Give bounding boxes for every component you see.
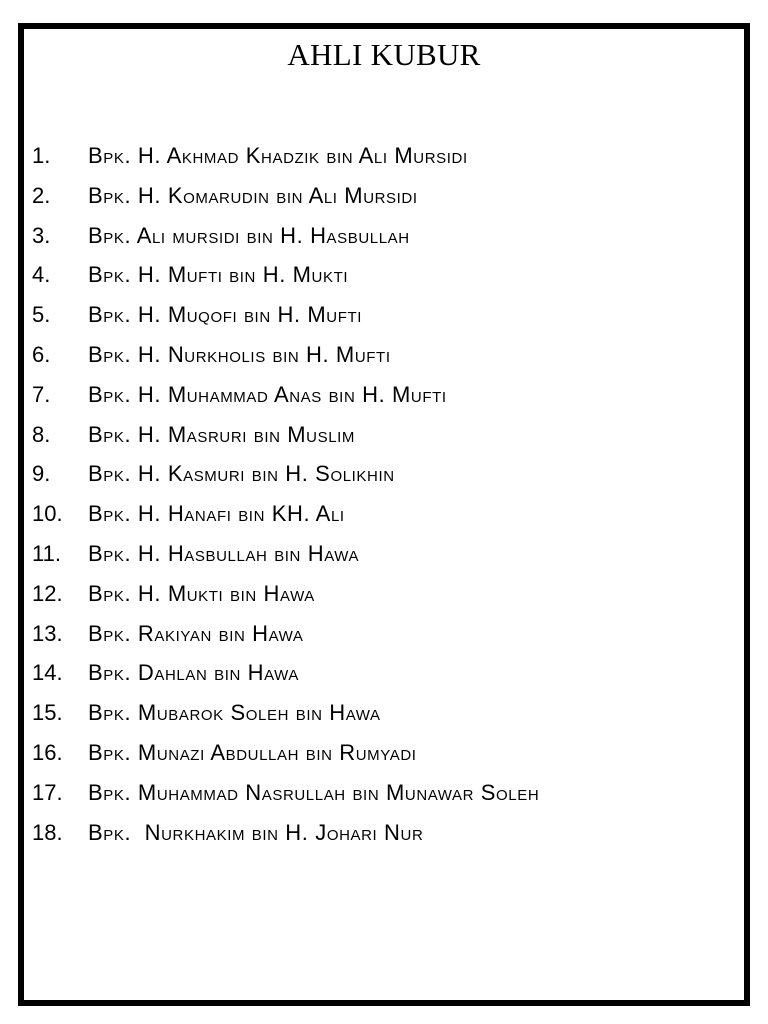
list-item-number: 1. (32, 143, 51, 168)
list-item (32, 740, 539, 780)
list-item (32, 223, 539, 263)
list-item-name: Bpk. Dahlan bin Hawa (88, 660, 299, 686)
list-item-name: Bpk. H. Komarudin bin Ali Mursidi (88, 182, 418, 208)
document-title: AHLI KUBUR (287, 37, 481, 72)
document-frame (18, 23, 750, 1006)
list-item-number: 4. (32, 262, 51, 288)
name-list (32, 143, 539, 859)
list-item-name: Bpk. Muhammad Nasrullah bin Munawar Soleh (88, 779, 540, 805)
list-item-number: 9. (32, 461, 51, 487)
list-item-number: 10. (32, 501, 63, 527)
list-item-number: 6. (32, 341, 51, 367)
list-item (32, 342, 539, 382)
list-item-name: Bpk. H. Hanafi bin KH. Ali (88, 501, 345, 527)
list-item-name: Bpk. H. Mukti bin Hawa (88, 580, 315, 606)
list-item-number: 3. (32, 222, 51, 248)
list-item (32, 461, 539, 501)
list-item-number: 18. (32, 819, 63, 845)
list-item (32, 660, 539, 700)
list-item-number: 16. (32, 739, 63, 765)
list-item-name: Bpk. H. Muqofi bin H. Mufti (88, 302, 363, 328)
list-item-name: Bpk. Munazi Abdullah bin Rumyadi (88, 739, 417, 765)
list-item-number: 14. (32, 660, 63, 686)
list-item (32, 780, 539, 820)
list-item-name: Bpk. H. Muhammad Anas bin H. Mufti (88, 381, 447, 407)
list-item-number: 12. (32, 580, 63, 606)
list-item (32, 820, 539, 860)
list-item-number: 17. (32, 779, 63, 805)
list-item-number: 5. (32, 302, 51, 328)
list-item-number: 2. (32, 182, 51, 208)
list-item-number: 15. (32, 700, 63, 726)
list-item-name: Bpk. H. Masruri bin Muslim (88, 421, 356, 447)
list-item-name: Bpk. H. Kasmuri bin H. Solikhin (88, 461, 395, 487)
list-item (32, 700, 539, 740)
list-item-name: Bpk. H. Nurkholis bin H. Mufti (88, 341, 391, 367)
list-item (32, 422, 539, 462)
list-item-name: Bpk. H. Akhmad Khadzik bin Ali Mursidi (88, 143, 468, 168)
list-item (32, 262, 539, 302)
list-item-name: Bpk. H. Hasbullah bin Hawa (88, 540, 360, 566)
list-item-name: Bpk. Mubarok Soleh bin Hawa (88, 700, 381, 726)
list-item-name: Bpk. Nurkhakim bin H. Johari Nur (88, 819, 424, 845)
list-item-number: 7. (32, 381, 51, 407)
list-item-name: Bpk. Ali mursidi bin H. Hasbullah (88, 222, 410, 248)
list-item-number: 13. (32, 620, 63, 646)
list-item (32, 143, 539, 183)
list-item-number: 11. (32, 540, 61, 566)
list-item-name: Bpk. H. Mufti bin H. Mukti (88, 262, 349, 288)
list-item (32, 382, 539, 422)
list-item (32, 581, 539, 621)
list-item-number: 8. (32, 421, 51, 447)
list-item-name: Bpk. Rakiyan bin Hawa (88, 620, 304, 646)
list-item (32, 302, 539, 342)
list-item (32, 183, 539, 223)
list-item (32, 621, 539, 661)
list-item (32, 541, 539, 581)
list-item (32, 501, 539, 541)
